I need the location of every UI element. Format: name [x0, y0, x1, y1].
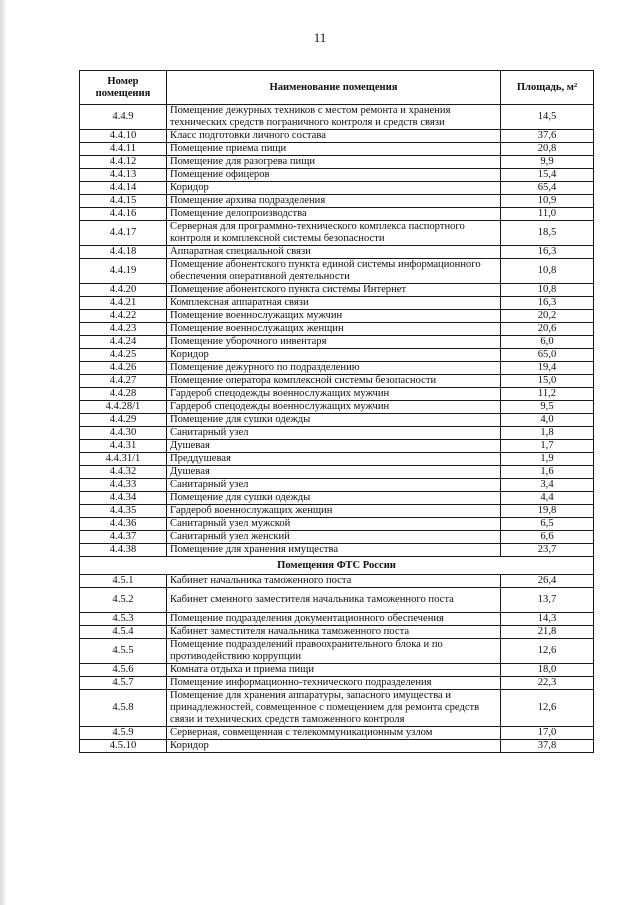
room-number: 4.5.7: [80, 677, 167, 690]
room-number: 4.4.30: [80, 427, 167, 440]
table-row: [80, 639, 594, 664]
room-number: 4.5.9: [80, 727, 167, 740]
table-row: [80, 414, 594, 427]
table-row: [80, 362, 594, 375]
room-number: 4.5.3: [80, 613, 167, 626]
room-name: Помещение подразделения документационного обеспечения: [167, 613, 501, 626]
section-title: Помещения ФТС России: [80, 557, 594, 575]
room-number: 4.4.15: [80, 195, 167, 208]
room-number: 4.4.31/1: [80, 453, 167, 466]
table-row: [80, 310, 594, 323]
room-number: 4.5.5: [80, 639, 167, 664]
room-name: Гардероб военнослужащих женщин: [167, 505, 501, 518]
room-number: 4.4.18: [80, 246, 167, 259]
room-number: 4.4.17: [80, 221, 167, 246]
room-area: 21,8: [501, 626, 594, 639]
table-row: [80, 466, 594, 479]
room-number: 4.5.4: [80, 626, 167, 639]
room-number: 4.4.13: [80, 169, 167, 182]
room-name: Кабинет начальника таможенного поста: [167, 575, 501, 588]
room-area: 37,8: [501, 740, 594, 753]
room-name: Помещение военнослужащих женщин: [167, 323, 501, 336]
header-area: Площадь, м²: [501, 71, 594, 105]
table-row: [80, 401, 594, 414]
room-area: 19,4: [501, 362, 594, 375]
room-area: 65,0: [501, 349, 594, 362]
room-number: 4.4.23: [80, 323, 167, 336]
table-row: [80, 613, 594, 626]
room-area: 10,8: [501, 284, 594, 297]
room-name: Комплексная аппаратная связи: [167, 297, 501, 310]
room-area: 6,6: [501, 531, 594, 544]
room-area: 1,6: [501, 466, 594, 479]
room-area: 26,4: [501, 575, 594, 588]
table-row: [80, 130, 594, 143]
room-area: 6,0: [501, 336, 594, 349]
room-name: Помещение оператора комплексной системы безопасности: [167, 375, 501, 388]
room-area: 16,3: [501, 297, 594, 310]
room-area: 9,9: [501, 156, 594, 169]
room-name: Помещение информационно-технического подразделения: [167, 677, 501, 690]
room-name: Помещение абонентского пункта системы Интернет: [167, 284, 501, 297]
room-area: 13,7: [501, 588, 594, 613]
room-name: Душевая: [167, 440, 501, 453]
table-row: [80, 427, 594, 440]
room-number: 4.4.35: [80, 505, 167, 518]
table-row: [80, 505, 594, 518]
table-row: [80, 195, 594, 208]
table-row: [80, 156, 594, 169]
room-name: Коридор: [167, 182, 501, 195]
table-row: [80, 479, 594, 492]
room-area: 1,7: [501, 440, 594, 453]
room-name: Коридор: [167, 349, 501, 362]
room-number: 4.5.10: [80, 740, 167, 753]
room-number: 4.4.14: [80, 182, 167, 195]
table-row: [80, 169, 594, 182]
table-row: [80, 388, 594, 401]
room-area: 3,4: [501, 479, 594, 492]
room-area: 11,0: [501, 208, 594, 221]
room-name: Помещение подразделений правоохранительного блока и по противодействию коррупции: [167, 639, 501, 664]
table-row: [80, 677, 594, 690]
room-name: Санитарный узел: [167, 479, 501, 492]
room-area: 10,8: [501, 259, 594, 284]
room-number: 4.5.2: [80, 588, 167, 613]
room-area: 1,9: [501, 453, 594, 466]
table-row: [80, 588, 594, 613]
table-row: [80, 246, 594, 259]
room-name: Помещение архива подразделения: [167, 195, 501, 208]
room-area: 19,8: [501, 505, 594, 518]
table-row: [80, 575, 594, 588]
room-area: 12,6: [501, 690, 594, 727]
room-area: 14,3: [501, 613, 594, 626]
room-number: 4.4.20: [80, 284, 167, 297]
room-area: 10,9: [501, 195, 594, 208]
room-area: 20,6: [501, 323, 594, 336]
header-name: Наименование помещения: [167, 71, 501, 105]
room-area: 16,3: [501, 246, 594, 259]
room-name: Помещение офицеров: [167, 169, 501, 182]
room-number: 4.4.16: [80, 208, 167, 221]
room-name: Помещение дежурных техников с местом ремонта и хранения технических средств пограничного контроля и средств связи: [167, 105, 501, 130]
rows-group-customs: [80, 575, 594, 753]
room-number: 4.4.31: [80, 440, 167, 453]
table-row: [80, 323, 594, 336]
room-name: Санитарный узел мужской: [167, 518, 501, 531]
room-name: Помещение делопроизводства: [167, 208, 501, 221]
room-name: Класс подготовки личного состава: [167, 130, 501, 143]
room-number: 4.4.26: [80, 362, 167, 375]
room-name: Помещение для разогрева пищи: [167, 156, 501, 169]
room-number: 4.4.28/1: [80, 401, 167, 414]
table-row: [80, 690, 594, 727]
rows-group-border-service: [80, 105, 594, 557]
room-area: 9,5: [501, 401, 594, 414]
room-name: Кабинет сменного заместителя начальника таможенного поста: [167, 588, 501, 613]
table-row: [80, 626, 594, 639]
room-number: 4.4.10: [80, 130, 167, 143]
table-row: [80, 727, 594, 740]
room-name: Помещение военнослужащих мужчин: [167, 310, 501, 323]
table-row: [80, 453, 594, 466]
header-number: Номер помещения: [80, 71, 167, 105]
room-number: 4.4.37: [80, 531, 167, 544]
table-row: [80, 531, 594, 544]
table-row: [80, 492, 594, 505]
table-row: [80, 375, 594, 388]
table-row: [80, 440, 594, 453]
room-number: 4.4.22: [80, 310, 167, 323]
room-name: Серверная для программно-технического комплекса паспортного контроля и комплексной системы безопасности: [167, 221, 501, 246]
room-number: 4.5.6: [80, 664, 167, 677]
table-row: [80, 518, 594, 531]
section-row: [80, 557, 594, 575]
room-area: 15,0: [501, 375, 594, 388]
table-row: [80, 349, 594, 362]
room-area: 20,2: [501, 310, 594, 323]
room-number: 4.4.33: [80, 479, 167, 492]
room-name: Комната отдыха и приема пищи: [167, 664, 501, 677]
room-name: Помещение дежурного по подразделению: [167, 362, 501, 375]
room-number: 4.5.8: [80, 690, 167, 727]
room-area: 6,5: [501, 518, 594, 531]
room-number: 4.4.12: [80, 156, 167, 169]
room-name: Помещение уборочного инвентаря: [167, 336, 501, 349]
room-number: 4.4.29: [80, 414, 167, 427]
room-name: Помещение для хранения аппаратуры, запасного имущества и принадлежностей, совмещенное с помещением для ремонта средств связи и технических средств таможенного контроля: [167, 690, 501, 727]
table-row: [80, 259, 594, 284]
rooms-table: [79, 70, 594, 753]
room-number: 4.4.24: [80, 336, 167, 349]
room-name: Преддушевая: [167, 453, 501, 466]
room-area: 12,6: [501, 639, 594, 664]
room-area: 18,5: [501, 221, 594, 246]
table-row: [80, 143, 594, 156]
room-name: Аппаратная специальной связи: [167, 246, 501, 259]
room-number: 4.4.32: [80, 466, 167, 479]
room-number: 4.4.9: [80, 105, 167, 130]
table-row: [80, 336, 594, 349]
room-name: Серверная, совмещенная с телекоммуникационным узлом: [167, 727, 501, 740]
room-name: Помещение для сушки одежды: [167, 414, 501, 427]
room-area: 4,0: [501, 414, 594, 427]
room-number: 4.4.36: [80, 518, 167, 531]
room-number: 4.4.27: [80, 375, 167, 388]
room-area: 11,2: [501, 388, 594, 401]
room-area: 15,4: [501, 169, 594, 182]
table-row: [80, 182, 594, 195]
scan-edge-shadow: [0, 0, 8, 905]
room-area: 65,4: [501, 182, 594, 195]
room-number: 4.4.19: [80, 259, 167, 284]
table-row: [80, 208, 594, 221]
room-name: Кабинет заместителя начальника таможенного поста: [167, 626, 501, 639]
room-area: 17,0: [501, 727, 594, 740]
room-area: 23,7: [501, 544, 594, 557]
room-name: Помещение приема пищи: [167, 143, 501, 156]
room-name: Помещение для сушки одежды: [167, 492, 501, 505]
room-name: Помещение абонентского пункта единой системы информационного обеспечения оперативной деятельности: [167, 259, 501, 284]
room-name: Помещение для хранения имущества: [167, 544, 501, 557]
room-number: 4.4.11: [80, 143, 167, 156]
room-number: 4.4.28: [80, 388, 167, 401]
room-name: Гардероб спецодежды военнослужащих мужчин: [167, 388, 501, 401]
table-row: [80, 544, 594, 557]
room-name: Гардероб спецодежды военнослужащих мужчин: [167, 401, 501, 414]
room-number: 4.4.21: [80, 297, 167, 310]
room-area: 18,0: [501, 664, 594, 677]
table-row: [80, 740, 594, 753]
table-row: [80, 105, 594, 130]
room-number: 4.4.25: [80, 349, 167, 362]
room-number: 4.4.38: [80, 544, 167, 557]
room-area: 22,3: [501, 677, 594, 690]
table-row: [80, 221, 594, 246]
room-area: 20,8: [501, 143, 594, 156]
table-header-row: [80, 71, 594, 105]
room-name: Душевая: [167, 466, 501, 479]
room-area: 14,5: [501, 105, 594, 130]
room-name: Санитарный узел женский: [167, 531, 501, 544]
room-number: 4.4.34: [80, 492, 167, 505]
page-number: 11: [313, 30, 327, 45]
table-row: [80, 284, 594, 297]
room-name: Коридор: [167, 740, 501, 753]
room-area: 4,4: [501, 492, 594, 505]
room-area: 1,8: [501, 427, 594, 440]
table-row: [80, 297, 594, 310]
table-row: [80, 664, 594, 677]
room-name: Санитарный узел: [167, 427, 501, 440]
room-area: 37,6: [501, 130, 594, 143]
room-number: 4.5.1: [80, 575, 167, 588]
